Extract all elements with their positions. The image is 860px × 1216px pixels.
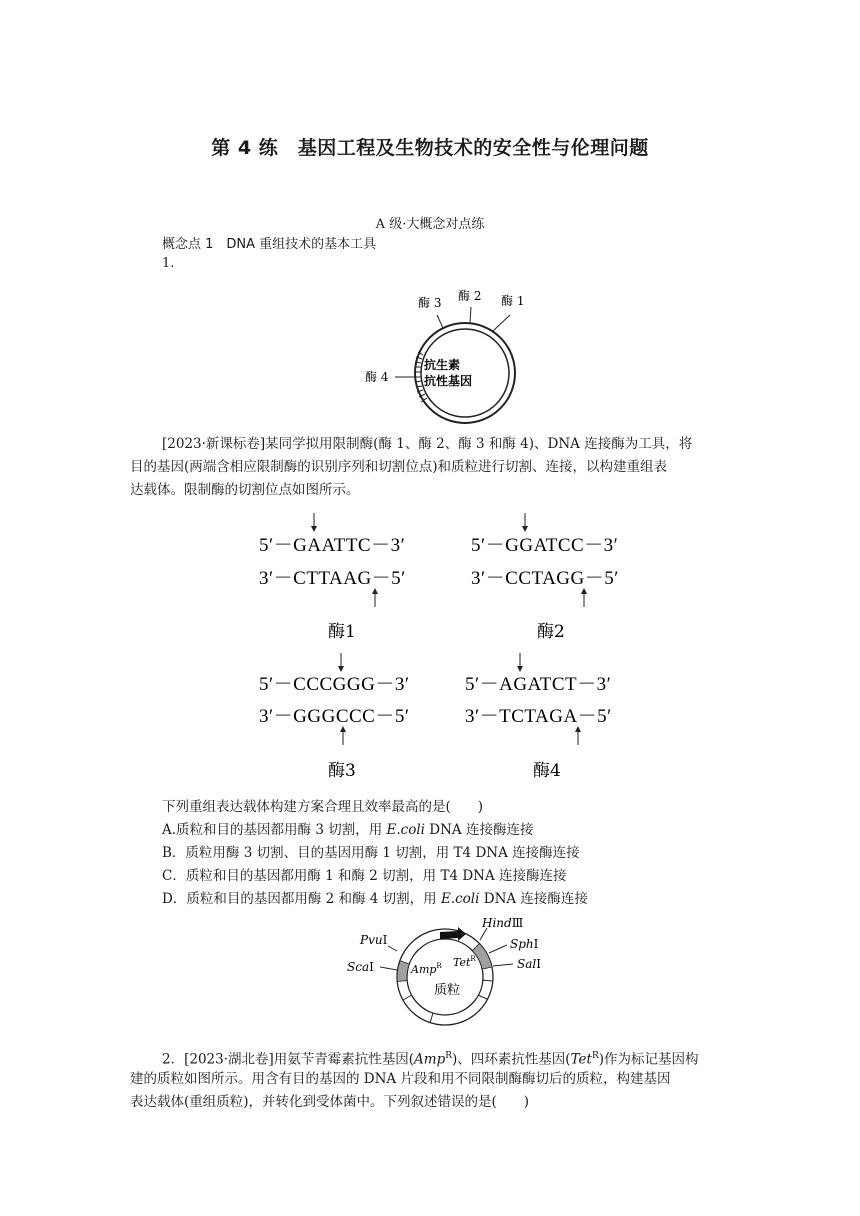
enzyme-4-bottom-strand: 3′－TCTAGA－5′	[465, 706, 612, 727]
q2-line-2: 建的质粒如图所示。用含有目的基因的 DNA 片段和用不同限制酶酶切后的质粒，构建基因	[130, 1071, 671, 1087]
enzyme-3-bottom-strand: 3′－GGGCCC－5′	[259, 706, 410, 727]
tet-gene-label: Tet	[453, 956, 471, 969]
option-c[interactable]: C．质粒和目的基因都用酶 1 和酶 2 切割，用 T4 DNA 连接酶连接	[162, 868, 567, 884]
enzyme-2-top-strand: 5′－GGATCC－3′	[471, 535, 619, 556]
hind-label: Hind	[482, 916, 512, 930]
enzyme-1-name: 酶1	[328, 622, 356, 642]
q1-stem-line-2: 目的基因(两端含相应限制酶的识别序列和切割位点)和质粒进行切割、连接，以构建重组表	[130, 459, 668, 475]
restriction-sites-figure	[250, 510, 650, 790]
svg-text:AmpR	[410, 962, 442, 976]
enzyme-1-bottom-strand: 3′－CTTAAG－5′	[259, 568, 406, 589]
plasmid-diagram-2	[340, 913, 550, 1033]
svg-text:TetR	[453, 955, 476, 969]
option-d[interactable]: D．质粒和目的基因都用酶 2 和酶 4 切割，用 E.coli DNA 连接酶连接	[162, 891, 588, 907]
sca-label: Sca	[347, 960, 370, 974]
q2-line-1: 2．[2023·湖北卷]用氨苄青霉素抗性基因(Amp$^R$)、四环素抗性基因(Tet$^R$)作为标记基因构	[162, 1051, 699, 1068]
plasmid-center-label: 质粒	[434, 983, 461, 998]
hind-roman: Ⅲ	[511, 916, 524, 930]
enzyme-2-name: 酶2	[537, 622, 565, 642]
svg-text:SphⅠ	[510, 937, 539, 951]
concept-heading: 概念点 1 DNA 重组技术的基本工具	[162, 237, 377, 252]
amp-gene-label: Amp	[411, 963, 437, 976]
q1-stem-line-1: [2023·新课标卷]某同学拟用限制酶(酶 1、酶 2、酶 3 和酶 4)、DNA 连接酶为工具，将	[162, 436, 693, 452]
amp-gene-superscript: R	[436, 962, 442, 970]
enzyme-4-label: 酶 4	[365, 370, 389, 384]
enzyme-3-label: 酶 3	[418, 296, 442, 310]
svg-text:HindⅢ	[481, 916, 523, 930]
sph-label: Sph	[510, 937, 534, 951]
enzyme-2-label: 酶 2	[458, 289, 482, 303]
pvu-roman: Ⅰ	[382, 933, 388, 947]
page-title: 第 4 练 基因工程及生物技术的安全性与伦理问题	[211, 137, 649, 159]
gene-label-line-1: 抗生素	[424, 358, 461, 372]
svg-text:ScaⅠ	[347, 960, 374, 974]
enzyme-1-label: 酶 1	[501, 294, 525, 308]
sph-roman: Ⅰ	[533, 937, 539, 951]
gene-label-line-2: 抗性基因	[424, 374, 473, 388]
q1-stem-line-3: 达载体。限制酶的切割位点如图所示。	[130, 482, 360, 498]
enzyme-2-bottom-strand: 3′－CCTAGG－5′	[471, 568, 619, 589]
sal-label: Sal	[517, 957, 537, 971]
sca-roman: Ⅰ	[369, 960, 374, 974]
q1-question: 下列重组表达载体构建方案合理且效率最高的是( )	[162, 799, 484, 815]
enzyme-1-top-strand: 5′－GAATTC－3′	[259, 535, 406, 556]
svg-text:SalⅠ	[517, 957, 541, 971]
enzyme-3-top-strand: 5′－CCCGGG－3′	[259, 674, 410, 695]
enzyme-4-name: 酶4	[533, 761, 561, 781]
q2-line-3: 表达载体(重组质粒)，并转化到受体菌中。下列叙述错误的是( )	[130, 1094, 530, 1110]
level-heading: A 级·大概念对点练	[375, 217, 485, 232]
sal-roman: Ⅰ	[536, 957, 541, 971]
tet-gene-superscript: R	[470, 955, 476, 963]
option-a[interactable]: A.质粒和目的基因都用酶 3 切割，用 E.coli DNA 连接酶连接	[162, 822, 534, 838]
pvu-label: Pvu	[360, 933, 383, 947]
svg-text:PvuⅠ	[359, 933, 388, 947]
plasmid-diagram-1	[355, 285, 535, 430]
option-b[interactable]: B．质粒用酶 3 切割、目的基因用酶 1 切割，用 T4 DNA 连接酶连接	[162, 845, 580, 861]
question-1-number: 1.	[162, 256, 175, 271]
enzyme-3-name: 酶3	[328, 761, 356, 781]
enzyme-4-top-strand: 5′－AGATCT－3′	[465, 674, 612, 695]
